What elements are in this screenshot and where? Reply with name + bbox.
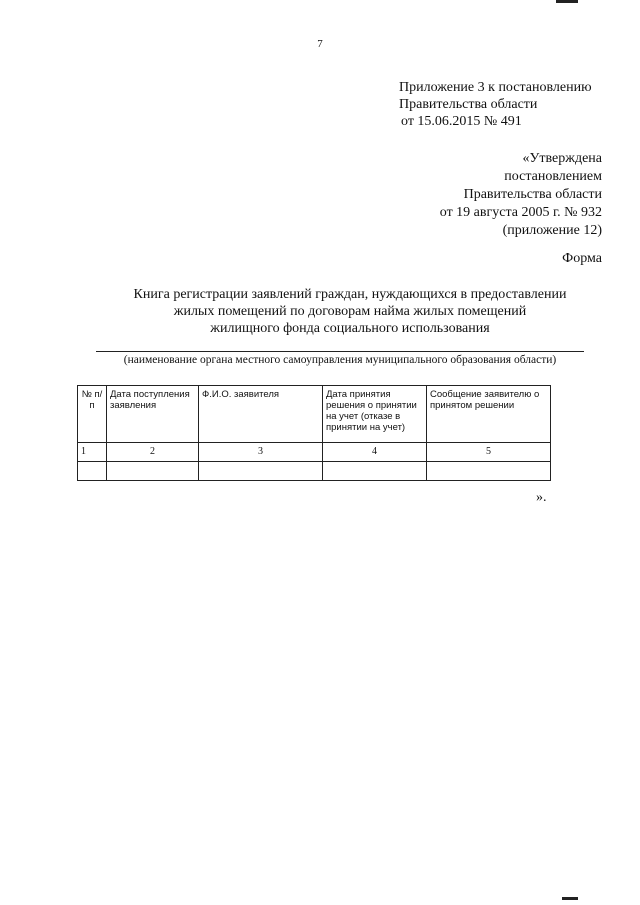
header-cell-decision-date: Дата принятия решения о принятии на учет (отказе в принятии на учет) [323, 386, 427, 443]
column-number-cell: 3 [199, 443, 323, 462]
header-cell-date-received: Дата поступления заявления [107, 386, 199, 443]
table-cell [199, 462, 323, 481]
title-line: Книга регистрации заявлений граждан, нуждающихся в предоставлении [133, 287, 567, 302]
approval-block [440, 150, 602, 240]
column-number-cell: 2 [107, 443, 199, 462]
form-label: Форма [562, 251, 602, 266]
annex-block [399, 79, 592, 130]
table-cell [107, 462, 199, 481]
table-number-row [78, 443, 551, 462]
annex-line: Правительства области [399, 97, 538, 112]
table-cell [78, 462, 107, 481]
document-title [80, 286, 620, 337]
annex-line: от 15.06.2015 № 491 [401, 114, 522, 129]
org-name-caption: (наименование органа местного самоуправления муниципального образования области) [123, 354, 557, 366]
table-row [78, 462, 551, 481]
column-number-cell: 5 [427, 443, 551, 462]
approval-line: «Утверждена [522, 151, 602, 166]
page-number: 7 [317, 38, 323, 50]
approval-line: (приложение 12) [502, 223, 602, 238]
table-cell [323, 462, 427, 481]
approval-line: от 19 августа 2005 г. № 932 [439, 205, 602, 220]
scan-mark-bottom [562, 897, 578, 900]
scan-mark-top [556, 0, 578, 3]
closing-quote: ». [536, 490, 547, 505]
header-cell-notification: Сообщение заявителю о принятом решении [427, 386, 551, 443]
table-header-row [78, 386, 551, 443]
header-cell-number: № п/п [78, 386, 107, 443]
header-cell-applicant-name: Ф.И.О. заявителя [199, 386, 323, 443]
column-number-cell: 4 [323, 443, 427, 462]
approval-line: постановлением [504, 169, 602, 184]
title-line: жилищного фонда социального использования [210, 321, 490, 336]
registration-table [77, 385, 551, 481]
title-line: жилых помещений по договорам найма жилых помещений [173, 304, 527, 319]
annex-line: Приложение 3 к постановлению [399, 80, 592, 95]
column-number-cell: 1 [78, 443, 107, 462]
table-cell [427, 462, 551, 481]
approval-line: Правительства области [463, 187, 602, 202]
org-name-line [96, 351, 584, 352]
